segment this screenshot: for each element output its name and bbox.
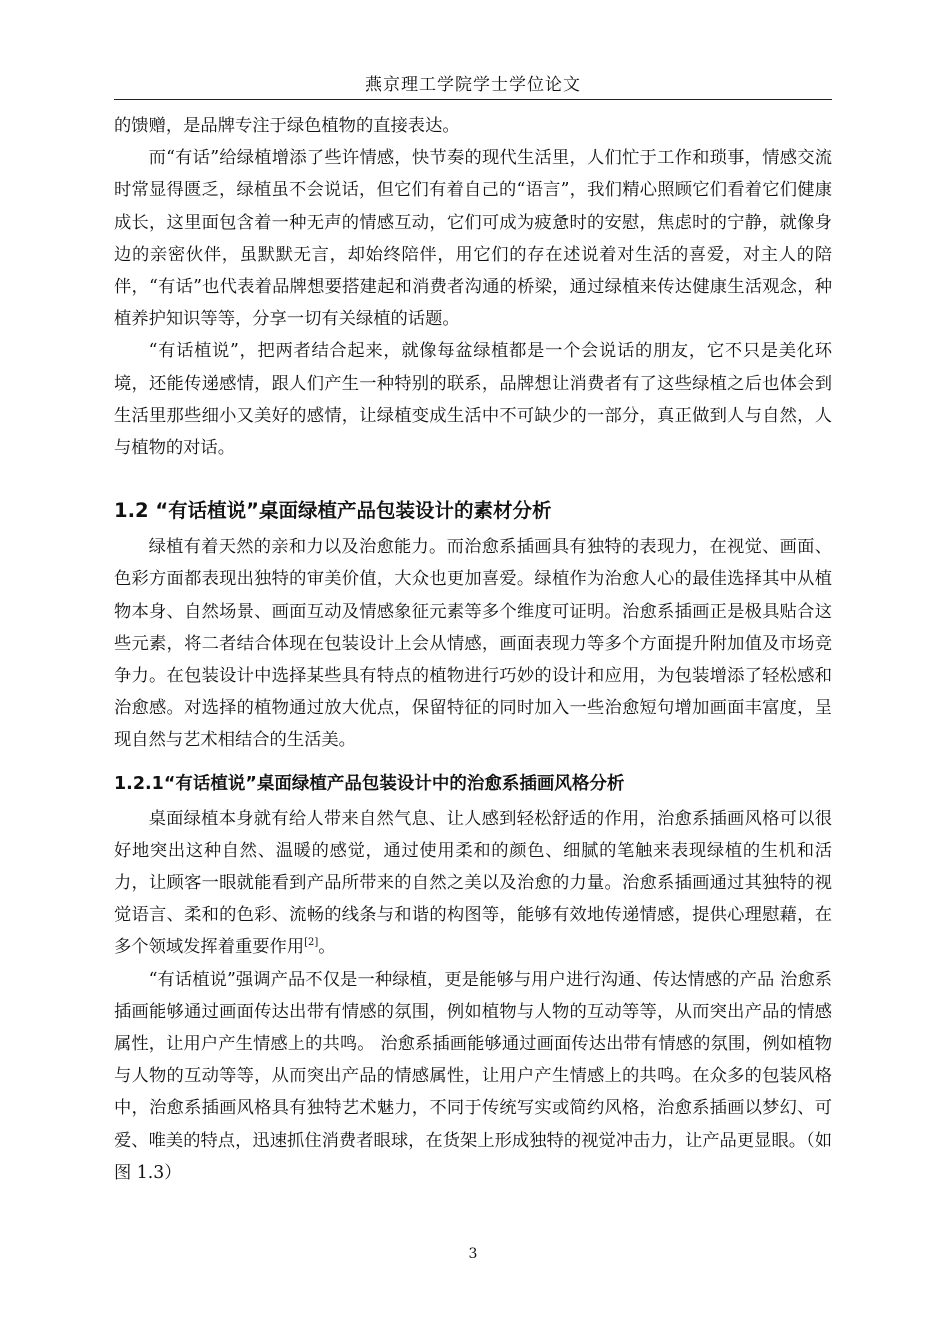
document-body	[114, 110, 832, 1189]
section-heading-1-2-1: 1.2.1“有话植说”桌面绿植产品包装设计中的治愈系插画风格分析	[114, 773, 625, 794]
paragraph-emotional-product: “有话植说”强调产品不仅是一种绿植，更是能够与用户进行沟通、传达情感的产品 治愈系插画能够通过画面传达出带有情感的氛围，例如植物与人物的互动等等，从而突出产品的情感属性，让用户产生情感上的共鸣。 治愈系插画能够通过画面传达出带有情感的氛围，例如植物与人物的互动等等，从而突出产品的情感属性，让用户产生情感上的共鸣。在众多的包装风格中，治愈系插画风格具有独特艺术魅力，不同于传统写实或简约风格，治愈系插画以梦幻、可爱、唯美的特点，迅速抓住消费者眼球，在货架上形成独特的视觉冲击力，让产品更显眼。（如图 1.3）	[114, 969, 832, 1183]
header-divider	[114, 99, 832, 100]
page-header: 燕京理工学院学士学位论文	[365, 75, 581, 95]
paragraph-youhua: 而“有话”给绿植增添了些许情感，快节奏的现代生活里，人们忙于工作和琐事，情感交流时常显得匮乏，绿植虽不会说话，但它们有着自己的“语言”，我们精心照顾它们看着它们健康成长，这里面包含着一种无声的情感互动，它们可成为疲惫时的安慰，焦虑时的宁静，就像身边的亲密伙伴，虽默默无言，却始终陪伴，用它们的存在述说着对生活的喜爱，对主人的陪伴，“有话”也代表着品牌想要搭建起和消费者沟通的桥梁，通过绿植来传达健康生活观念，种植养护知识等等，分享一切有关绿植的话题。	[114, 148, 832, 330]
paragraph-healing-style	[114, 803, 832, 964]
paragraph-healing-style-end: 。	[318, 937, 336, 958]
section-heading-1-2: 1.2 “有话植说”桌面绿植产品包装设计的素材分析	[114, 499, 552, 523]
paragraph-youhua-zhishuo: “有话植说”，把两者结合起来，就像每盆绿植都是一个会说话的朋友，它不只是美化环境，还能传递感情，跟人们产生一种特别的联系，品牌想让消费者有了这些绿植之后也体会到生活里那些细小又美好的感情，让绿植变成生活中不可缺少的一部分，真正做到人与自然，人与植物的对话。	[114, 341, 832, 459]
paragraph-healing-style-text: 桌面绿植本身就有给人带来自然气息、让人感到轻松舒适的作用，治愈系插画风格可以很好地突出这种自然、温暖的感觉，通过使用柔和的颜色、细腻的笔触来表现绿植的生机和活力，让顾客一眼就能看到产品所带来的自然之美以及治愈的力量。治愈系插画通过其独特的视觉语言、柔和的色彩、流畅的线条与和谐的构图等，能够有效地传递情感，提供心理慰藉，在多个领域发挥着重要作用	[114, 808, 832, 958]
page-number: 3	[468, 1246, 478, 1262]
paragraph-continued: 的馈赠，是品牌专注于绿色植物的直接表达。	[114, 116, 460, 136]
citation-reference[interactable]: [2]	[304, 937, 319, 949]
paragraph-material-analysis: 绿植有着天然的亲和力以及治愈能力。而治愈系插画具有独特的表现力，在视觉、画面、色彩方面都表现出独特的审美价值，大众也更加喜爱。绿植作为治愈人心的最佳选择其中从植物本身、自然场景、画面互动及情感象征元素等多个维度可证明。治愈系插画正是极具贴合这些元素，将二者结合体现在包装设计上会从情感，画面表现力等多个方面提升附加值及市场竞争力。在包装设计中选择某些具有特点的植物进行巧妙的设计和应用，为包装增添了轻松感和治愈感。对选择的植物通过放大优点，保留特征的同时加入一些治愈短句增加画面丰富度，呈现自然与艺术相结合的生活美。	[114, 537, 832, 751]
